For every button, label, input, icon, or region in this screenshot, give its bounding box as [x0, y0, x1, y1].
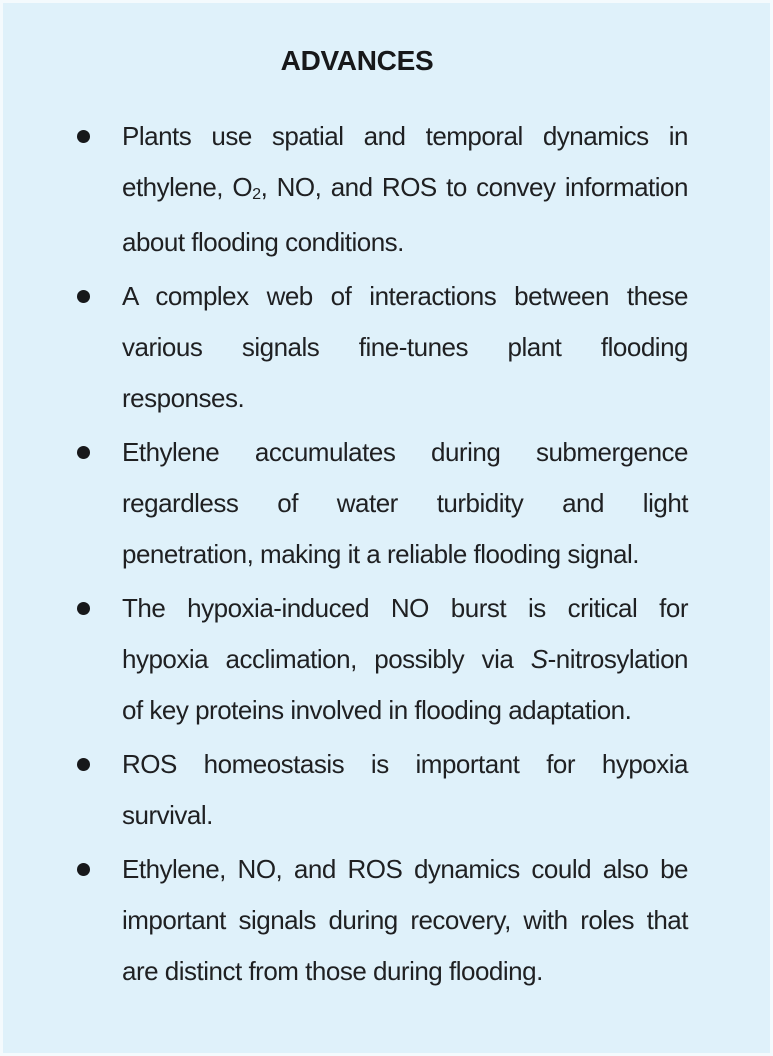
text-line: Ethylene, NO, and ROS dynamics could also be: [122, 854, 688, 884]
text-line: important signals during recovery, with roles that: [122, 905, 688, 935]
bullet-icon: [77, 446, 90, 459]
text-line: survival.: [122, 800, 213, 830]
list-item-text: [122, 111, 688, 268]
list-item: [122, 739, 688, 841]
list-item-text: [122, 271, 688, 424]
list-item: [122, 111, 688, 268]
text-line: penetration, making it a reliable flooding signal.: [122, 539, 640, 569]
bullet-list: [122, 111, 688, 997]
text-line: ethylene, O2, NO, and ROS to convey information: [122, 172, 688, 203]
text-line: responses.: [122, 383, 245, 413]
list-item-text: [122, 844, 688, 997]
panel-title: ADVANCES: [280, 45, 434, 76]
text-line: Plants use spatial and temporal dynamics in: [122, 121, 688, 151]
text-line: Ethylene accumulates during submergence: [122, 437, 688, 467]
text-line: ROS homeostasis is important for hypoxia: [122, 749, 688, 779]
list-item-text: [122, 427, 688, 580]
text-line: regardless of water turbidity and light: [122, 488, 688, 518]
list-item-text: [122, 739, 688, 841]
list-item: [122, 583, 688, 736]
list-item: [122, 427, 688, 580]
list-item: [122, 844, 688, 997]
text-line: The hypoxia-induced NO burst is critical for: [122, 593, 688, 623]
text-line: various signals fine-tunes plant flooding: [122, 332, 688, 362]
text-line: hypoxia acclimation, possibly via S-nitrosylation: [122, 644, 688, 674]
text-line: are distinct from those during flooding.: [122, 956, 543, 986]
bullet-icon: [77, 863, 90, 876]
list-item-text: [122, 583, 688, 736]
text-line: of key proteins involved in flooding adaptation.: [122, 695, 632, 725]
bullet-icon: [77, 290, 90, 303]
list-item: [122, 271, 688, 424]
bullet-icon: [77, 758, 90, 771]
text-line: about flooding conditions.: [122, 227, 404, 257]
text-line: A complex web of interactions between these: [122, 281, 688, 311]
bullet-icon: [77, 602, 90, 615]
bullet-icon: [77, 130, 90, 143]
